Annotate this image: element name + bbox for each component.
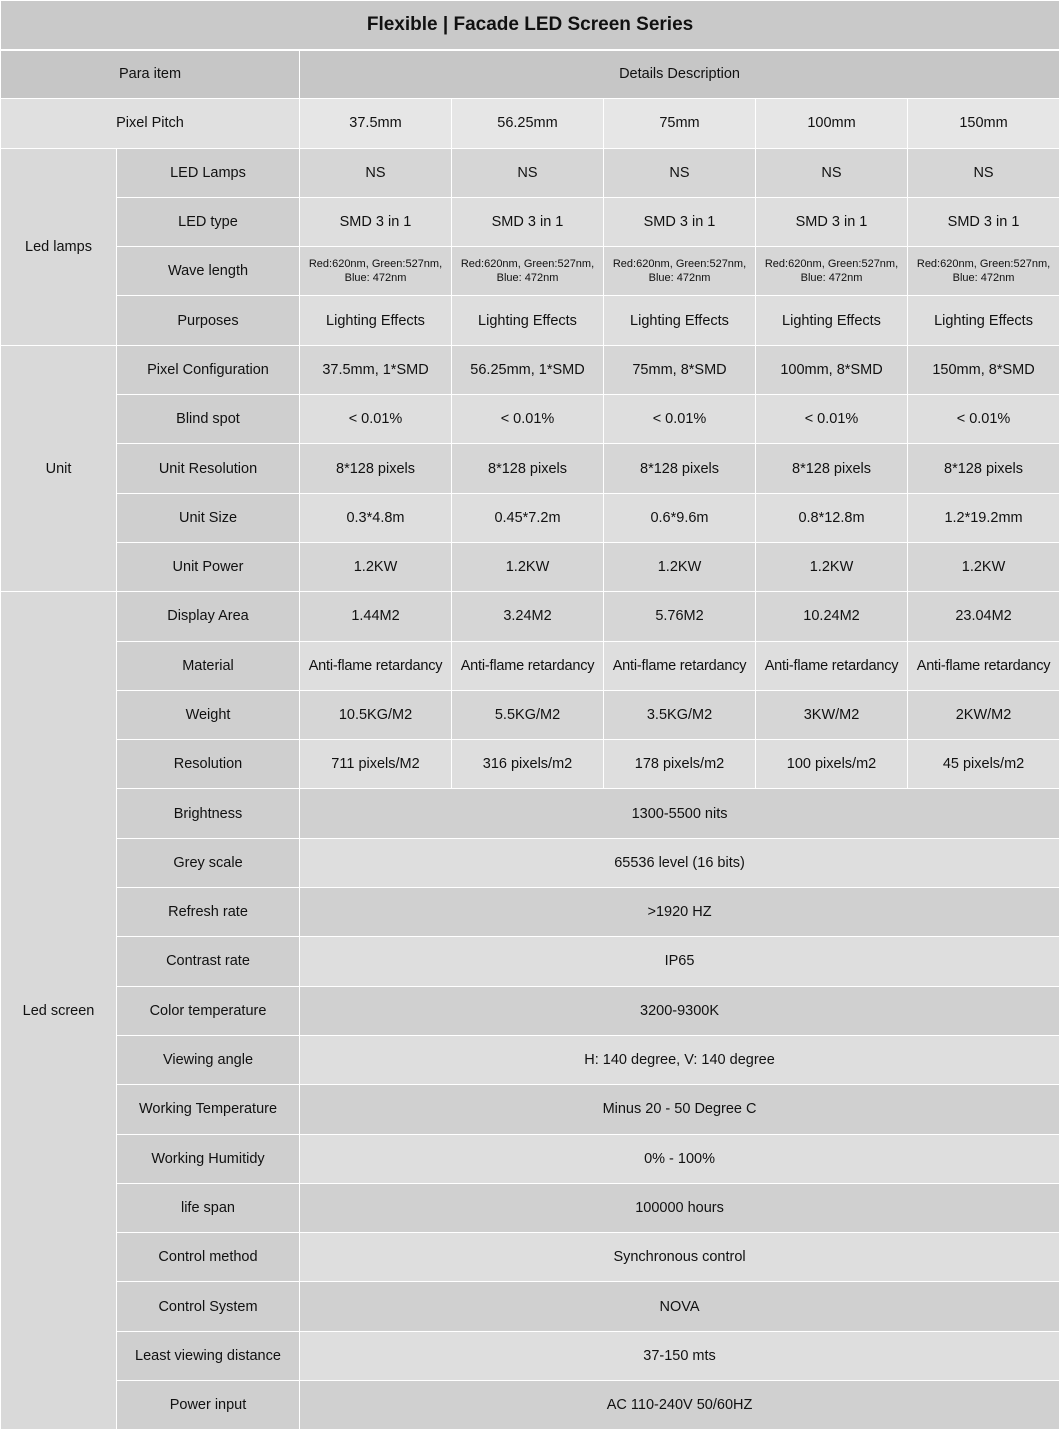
row-value: 10.24M2 xyxy=(756,592,908,641)
table-row xyxy=(1,888,1060,937)
row-label: Working Humitidy xyxy=(117,1134,300,1183)
unit-group-label: Unit xyxy=(1,345,117,591)
table-row xyxy=(1,937,1060,986)
row-value: < 0.01% xyxy=(756,395,908,444)
row-value: Red:620nm, Green:527nm, Blue: 472nm xyxy=(604,247,756,296)
row-value: 8*128 pixels xyxy=(604,444,756,493)
table-row xyxy=(1,395,1060,444)
row-label: Material xyxy=(117,641,300,690)
row-value: 1.2*19.2mm xyxy=(908,493,1060,542)
led-screen-group-label: Led screen xyxy=(1,592,117,1430)
row-value: Lighting Effects xyxy=(756,296,908,345)
row-value: 5.76M2 xyxy=(604,592,756,641)
table-row xyxy=(1,444,1060,493)
table-row xyxy=(1,148,1060,197)
row-value: 1.2KW xyxy=(908,542,1060,591)
row-value: 45 pixels/m2 xyxy=(908,740,1060,789)
row-value: NS xyxy=(300,148,452,197)
row-label: Unit Power xyxy=(117,542,300,591)
table-row xyxy=(1,197,1060,246)
row-value: 23.04M2 xyxy=(908,592,1060,641)
row-label: Resolution xyxy=(117,740,300,789)
row-value: < 0.01% xyxy=(604,395,756,444)
row-value: AC 110-240V 50/60HZ xyxy=(300,1381,1060,1430)
row-value: 1.2KW xyxy=(300,542,452,591)
row-value: 0.45*7.2m xyxy=(452,493,604,542)
row-value: 65536 level (16 bits) xyxy=(300,838,1060,887)
row-value: 8*128 pixels xyxy=(452,444,604,493)
row-value: 1.2KW xyxy=(452,542,604,591)
row-value: Red:620nm, Green:527nm, Blue: 472nm xyxy=(452,247,604,296)
row-value: 2KW/M2 xyxy=(908,690,1060,739)
row-value: 8*128 pixels xyxy=(908,444,1060,493)
table-row xyxy=(1,1282,1060,1331)
row-label: Brightness xyxy=(117,789,300,838)
row-label: Power input xyxy=(117,1381,300,1430)
table-row xyxy=(1,1183,1060,1232)
row-label: Viewing angle xyxy=(117,1035,300,1084)
row-value: 100mm, 8*SMD xyxy=(756,345,908,394)
row-value: 100 pixels/m2 xyxy=(756,740,908,789)
row-value: 178 pixels/m2 xyxy=(604,740,756,789)
table-row xyxy=(1,1331,1060,1380)
table-row xyxy=(1,690,1060,739)
row-value: Lighting Effects xyxy=(604,296,756,345)
pixel-pitch-row xyxy=(1,99,1060,148)
row-value: 1.2KW xyxy=(604,542,756,591)
row-label: Pixel Configuration xyxy=(117,345,300,394)
row-value: < 0.01% xyxy=(452,395,604,444)
table-row xyxy=(1,1134,1060,1183)
row-value: 711 pixels/M2 xyxy=(300,740,452,789)
row-value: 1300-5500 nits xyxy=(300,789,1060,838)
row-value: 75mm, 8*SMD xyxy=(604,345,756,394)
row-label: Refresh rate xyxy=(117,888,300,937)
table-row xyxy=(1,1381,1060,1430)
header-para-item: Para item xyxy=(1,50,300,99)
table-row xyxy=(1,296,1060,345)
row-value: 37-150 mts xyxy=(300,1331,1060,1380)
row-label: Display Area xyxy=(117,592,300,641)
row-value: 3.5KG/M2 xyxy=(604,690,756,739)
row-value: Lighting Effects xyxy=(452,296,604,345)
row-value: 8*128 pixels xyxy=(756,444,908,493)
row-value: 5.5KG/M2 xyxy=(452,690,604,739)
row-value: Anti-flame retardancy xyxy=(756,641,908,690)
row-label: Unit Size xyxy=(117,493,300,542)
row-label: Purposes xyxy=(117,296,300,345)
row-value: Red:620nm, Green:527nm, Blue: 472nm xyxy=(756,247,908,296)
row-value: >1920 HZ xyxy=(300,888,1060,937)
row-value: 10.5KG/M2 xyxy=(300,690,452,739)
table-row xyxy=(1,247,1060,296)
row-label: Working Temperature xyxy=(117,1085,300,1134)
row-label: Contrast rate xyxy=(117,937,300,986)
row-value: Lighting Effects xyxy=(908,296,1060,345)
row-value: 100000 hours xyxy=(300,1183,1060,1232)
table-row xyxy=(1,838,1060,887)
row-label: Control method xyxy=(117,1233,300,1282)
row-value: 37.5mm, 1*SMD xyxy=(300,345,452,394)
row-label: Unit Resolution xyxy=(117,444,300,493)
pixel-pitch-value: 56.25mm xyxy=(452,99,604,148)
row-value: SMD 3 in 1 xyxy=(452,197,604,246)
header-details: Details Description xyxy=(300,50,1060,99)
pixel-pitch-value: 100mm xyxy=(756,99,908,148)
table-row xyxy=(1,789,1060,838)
row-value: 0% - 100% xyxy=(300,1134,1060,1183)
row-label: LED type xyxy=(117,197,300,246)
row-value: NS xyxy=(452,148,604,197)
row-value: Red:620nm, Green:527nm, Blue: 472nm xyxy=(908,247,1060,296)
row-label: Grey scale xyxy=(117,838,300,887)
table-row xyxy=(1,592,1060,641)
row-value: NS xyxy=(756,148,908,197)
row-value: 3.24M2 xyxy=(452,592,604,641)
row-value: 1.2KW xyxy=(756,542,908,591)
table-row xyxy=(1,1233,1060,1282)
row-value: SMD 3 in 1 xyxy=(908,197,1060,246)
row-label: Least viewing distance xyxy=(117,1331,300,1380)
row-label: Color temperature xyxy=(117,986,300,1035)
row-value: 150mm, 8*SMD xyxy=(908,345,1060,394)
table-row xyxy=(1,740,1060,789)
table-row xyxy=(1,641,1060,690)
row-value: 56.25mm, 1*SMD xyxy=(452,345,604,394)
row-value: Lighting Effects xyxy=(300,296,452,345)
row-value: Anti-flame retardancy xyxy=(452,641,604,690)
row-label: Weight xyxy=(117,690,300,739)
pixel-pitch-label: Pixel Pitch xyxy=(1,99,300,148)
led-lamps-group-label: Led lamps xyxy=(1,148,117,345)
row-value: 316 pixels/m2 xyxy=(452,740,604,789)
pixel-pitch-value: 75mm xyxy=(604,99,756,148)
row-value: Red:620nm, Green:527nm, Blue: 472nm xyxy=(300,247,452,296)
row-label: Blind spot xyxy=(117,395,300,444)
row-value: 8*128 pixels xyxy=(300,444,452,493)
row-value: < 0.01% xyxy=(300,395,452,444)
row-value: SMD 3 in 1 xyxy=(604,197,756,246)
row-value: 3KW/M2 xyxy=(756,690,908,739)
row-value: IP65 xyxy=(300,937,1060,986)
row-value: 0.8*12.8m xyxy=(756,493,908,542)
table-row xyxy=(1,1035,1060,1084)
row-value: Anti-flame retardancy xyxy=(300,641,452,690)
row-value: 0.3*4.8m xyxy=(300,493,452,542)
row-value: 1.44M2 xyxy=(300,592,452,641)
row-value: 3200-9300K xyxy=(300,986,1060,1035)
row-value: H: 140 degree, V: 140 degree xyxy=(300,1035,1060,1084)
row-value: < 0.01% xyxy=(908,395,1060,444)
table-title: Flexible | Facade LED Screen Series xyxy=(1,1,1060,50)
row-value: Anti-flame retardancy xyxy=(604,641,756,690)
row-label: life span xyxy=(117,1183,300,1232)
row-value: 0.6*9.6m xyxy=(604,493,756,542)
row-label: Control System xyxy=(117,1282,300,1331)
pixel-pitch-value: 37.5mm xyxy=(300,99,452,148)
row-label: Wave length xyxy=(117,247,300,296)
row-value: Anti-flame retardancy xyxy=(908,641,1060,690)
table-row xyxy=(1,345,1060,394)
table-row xyxy=(1,1085,1060,1134)
row-value: NS xyxy=(604,148,756,197)
table-row xyxy=(1,986,1060,1035)
table-row xyxy=(1,542,1060,591)
pixel-pitch-value: 150mm xyxy=(908,99,1060,148)
row-value: SMD 3 in 1 xyxy=(300,197,452,246)
row-value: SMD 3 in 1 xyxy=(756,197,908,246)
row-label: LED Lamps xyxy=(117,148,300,197)
row-value: Synchronous control xyxy=(300,1233,1060,1282)
row-value: NOVA xyxy=(300,1282,1060,1331)
row-value: Minus 20 - 50 Degree C xyxy=(300,1085,1060,1134)
row-value: NS xyxy=(908,148,1060,197)
table-row xyxy=(1,493,1060,542)
